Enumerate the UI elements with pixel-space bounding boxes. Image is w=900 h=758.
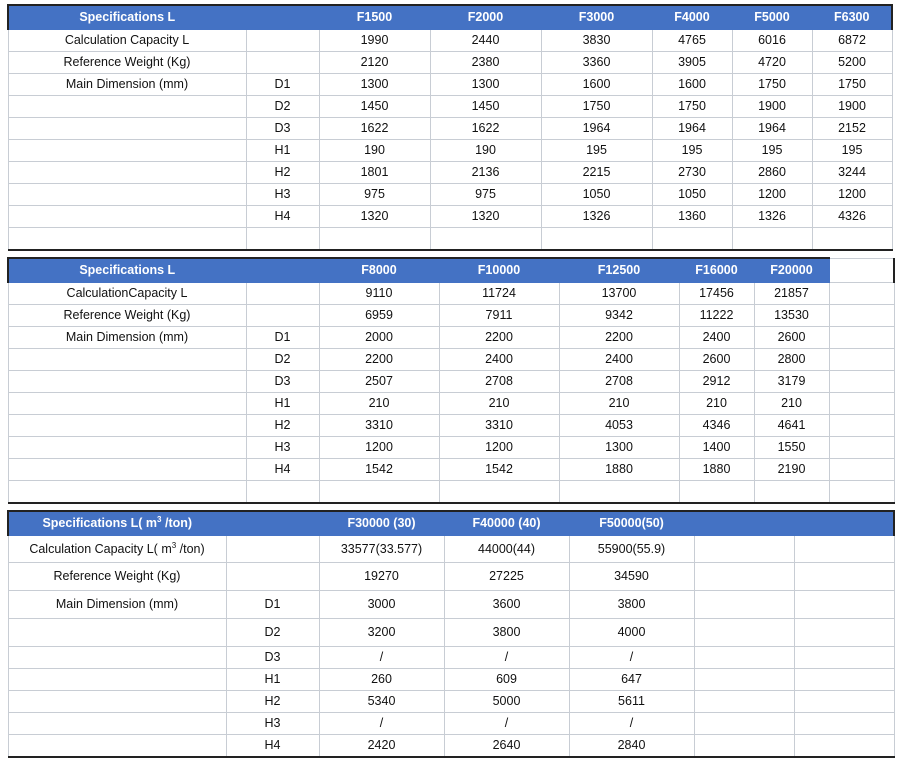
row-label bbox=[8, 162, 246, 184]
cell-value: 1880 bbox=[679, 459, 754, 481]
spacer-cell bbox=[246, 228, 319, 251]
table-2-spec-header: Specifications L bbox=[8, 258, 246, 283]
cell-value: / bbox=[569, 647, 694, 669]
spacer-cell bbox=[679, 481, 754, 504]
cell-value: 4641 bbox=[754, 415, 829, 437]
specifications-table-2 bbox=[7, 257, 895, 504]
row-dim-label: D3 bbox=[246, 118, 319, 140]
row-label bbox=[8, 619, 226, 647]
row-label: Calculation Capacity L bbox=[8, 30, 246, 52]
cell-value: 4053 bbox=[559, 415, 679, 437]
cell-value: 975 bbox=[319, 184, 430, 206]
row-dim-label bbox=[226, 536, 319, 563]
cell-value: 1050 bbox=[541, 184, 652, 206]
cell-value: 5000 bbox=[444, 691, 569, 713]
cell-value: 1550 bbox=[754, 437, 829, 459]
cell-value: 1360 bbox=[652, 206, 732, 228]
row-label bbox=[8, 669, 226, 691]
cell-empty bbox=[829, 349, 894, 371]
cell-empty bbox=[694, 536, 794, 563]
cell-empty bbox=[694, 691, 794, 713]
cell-empty bbox=[694, 669, 794, 691]
cell-value: 2912 bbox=[679, 371, 754, 393]
row-dim-label bbox=[246, 283, 319, 305]
row-label: Main Dimension (mm) bbox=[8, 74, 246, 96]
cell-empty bbox=[794, 691, 894, 713]
cell-value: 2400 bbox=[679, 327, 754, 349]
cell-value: 3830 bbox=[541, 30, 652, 52]
table-3-spec-header-sup: 3 bbox=[157, 514, 162, 524]
row-dim-label: H3 bbox=[246, 437, 319, 459]
cell-value: 210 bbox=[319, 393, 439, 415]
cell-empty bbox=[829, 283, 894, 305]
spacer-cell bbox=[559, 481, 679, 504]
row-label bbox=[8, 118, 246, 140]
cell-empty bbox=[794, 563, 894, 591]
cell-value: 1750 bbox=[732, 74, 812, 96]
table-1-model-f1500: F1500 bbox=[319, 5, 430, 30]
row-label bbox=[8, 437, 246, 459]
row-dim-label: H2 bbox=[246, 162, 319, 184]
row-dim-label: D3 bbox=[226, 647, 319, 669]
cell-value: 1200 bbox=[319, 437, 439, 459]
row-label bbox=[8, 140, 246, 162]
row-label-pre: Calculation Capacity L( m bbox=[29, 542, 172, 556]
row-dim-label: D3 bbox=[246, 371, 319, 393]
cell-value: 210 bbox=[679, 393, 754, 415]
table-3-model-f50000: F50000(50) bbox=[569, 511, 694, 536]
table-1-model-f4000: F4000 bbox=[652, 5, 732, 30]
row-dim-label bbox=[246, 52, 319, 74]
cell-empty bbox=[694, 647, 794, 669]
row-label bbox=[8, 184, 246, 206]
spacer-cell bbox=[8, 228, 246, 251]
cell-value: 3600 bbox=[444, 591, 569, 619]
spacer-cell bbox=[829, 481, 894, 504]
table-1-spacer-row bbox=[8, 228, 892, 251]
cell-value: 1450 bbox=[319, 96, 430, 118]
cell-value: 1964 bbox=[541, 118, 652, 140]
table-row bbox=[8, 283, 894, 305]
cell-value: 5611 bbox=[569, 691, 694, 713]
spacer-cell bbox=[8, 481, 246, 504]
table-row bbox=[8, 184, 892, 206]
table-row bbox=[8, 140, 892, 162]
cell-empty bbox=[694, 619, 794, 647]
table-2-header-row bbox=[8, 258, 894, 283]
table-row bbox=[8, 371, 894, 393]
cell-empty bbox=[829, 327, 894, 349]
cell-value: 210 bbox=[754, 393, 829, 415]
cell-value: 2600 bbox=[754, 327, 829, 349]
cell-value: 1542 bbox=[439, 459, 559, 481]
cell-value: 1750 bbox=[812, 74, 892, 96]
cell-value: 4000 bbox=[569, 619, 694, 647]
cell-value: / bbox=[319, 647, 444, 669]
cell-value: 609 bbox=[444, 669, 569, 691]
table-row bbox=[8, 619, 894, 647]
cell-empty bbox=[694, 713, 794, 735]
cell-value: 2730 bbox=[652, 162, 732, 184]
spacer-cell bbox=[439, 481, 559, 504]
cell-empty bbox=[794, 536, 894, 563]
cell-empty bbox=[829, 437, 894, 459]
table-row bbox=[8, 206, 892, 228]
table-3-spec-header-pre: Specifications L( m bbox=[42, 516, 158, 530]
cell-value: 2380 bbox=[430, 52, 541, 74]
table-row bbox=[8, 305, 894, 327]
row-dim-label bbox=[246, 30, 319, 52]
row-label bbox=[8, 459, 246, 481]
table-row bbox=[8, 437, 894, 459]
cell-empty bbox=[794, 713, 894, 735]
cell-value: 27225 bbox=[444, 563, 569, 591]
row-dim-label: D1 bbox=[246, 327, 319, 349]
table-1-dim-header bbox=[246, 5, 319, 30]
spacer-cell bbox=[732, 228, 812, 251]
cell-value: 4765 bbox=[652, 30, 732, 52]
cell-value: 6959 bbox=[319, 305, 439, 327]
cell-empty bbox=[794, 669, 894, 691]
table-3-empty-header-1 bbox=[694, 511, 794, 536]
cell-value: 3179 bbox=[754, 371, 829, 393]
table-3-model-f30000: F30000 (30) bbox=[319, 511, 444, 536]
cell-value: 44000(44) bbox=[444, 536, 569, 563]
cell-value: 190 bbox=[319, 140, 430, 162]
row-label: Reference Weight (Kg) bbox=[8, 563, 226, 591]
cell-value: 1622 bbox=[319, 118, 430, 140]
cell-value: 1400 bbox=[679, 437, 754, 459]
cell-value: / bbox=[319, 713, 444, 735]
table-3-dim-header bbox=[226, 511, 319, 536]
table-row bbox=[8, 162, 892, 184]
cell-value: 647 bbox=[569, 669, 694, 691]
cell-value: 2400 bbox=[559, 349, 679, 371]
cell-value: 2420 bbox=[319, 735, 444, 758]
cell-value: 21857 bbox=[754, 283, 829, 305]
cell-value: 2152 bbox=[812, 118, 892, 140]
table-2-model-f20000: F20000 bbox=[754, 258, 829, 283]
row-label bbox=[8, 536, 226, 563]
specifications-table-1 bbox=[7, 4, 893, 251]
cell-empty bbox=[829, 305, 894, 327]
cell-value: 2200 bbox=[439, 327, 559, 349]
cell-value: 260 bbox=[319, 669, 444, 691]
row-dim-label: D2 bbox=[246, 96, 319, 118]
cell-value: 1900 bbox=[812, 96, 892, 118]
cell-value: 1300 bbox=[559, 437, 679, 459]
row-dim-label: H3 bbox=[246, 184, 319, 206]
cell-value: 1200 bbox=[732, 184, 812, 206]
table-3-header-row bbox=[8, 511, 894, 536]
cell-value: 2200 bbox=[559, 327, 679, 349]
cell-value: 2600 bbox=[679, 349, 754, 371]
cell-empty bbox=[794, 619, 894, 647]
cell-value: 2190 bbox=[754, 459, 829, 481]
table-row bbox=[8, 393, 894, 415]
cell-empty bbox=[694, 735, 794, 758]
cell-empty bbox=[794, 647, 894, 669]
row-dim-label: H2 bbox=[226, 691, 319, 713]
table-row bbox=[8, 459, 894, 481]
row-label bbox=[8, 371, 246, 393]
cell-value: 2000 bbox=[319, 327, 439, 349]
cell-value: 2136 bbox=[430, 162, 541, 184]
cell-value: 6872 bbox=[812, 30, 892, 52]
cell-value: 1600 bbox=[541, 74, 652, 96]
cell-value: 195 bbox=[732, 140, 812, 162]
cell-value: 3310 bbox=[439, 415, 559, 437]
table-row bbox=[8, 591, 894, 619]
table-2-model-f16000: F16000 bbox=[679, 258, 754, 283]
table-row bbox=[8, 74, 892, 96]
row-dim-label: H1 bbox=[226, 669, 319, 691]
cell-value: 4720 bbox=[732, 52, 812, 74]
cell-value: 5200 bbox=[812, 52, 892, 74]
cell-value: 2860 bbox=[732, 162, 812, 184]
cell-value: / bbox=[569, 713, 694, 735]
cell-value: 5340 bbox=[319, 691, 444, 713]
cell-empty bbox=[829, 459, 894, 481]
row-dim-label: D1 bbox=[246, 74, 319, 96]
table-1-model-f3000: F3000 bbox=[541, 5, 652, 30]
cell-value: 195 bbox=[652, 140, 732, 162]
cell-value: 6016 bbox=[732, 30, 812, 52]
cell-value: 2400 bbox=[439, 349, 559, 371]
cell-value: 1050 bbox=[652, 184, 732, 206]
table-1-spec-header: Specifications L bbox=[8, 5, 246, 30]
cell-value: 1200 bbox=[812, 184, 892, 206]
cell-value: 9110 bbox=[319, 283, 439, 305]
cell-value: 2120 bbox=[319, 52, 430, 74]
cell-value: 210 bbox=[439, 393, 559, 415]
cell-empty bbox=[794, 735, 894, 758]
row-label: Reference Weight (Kg) bbox=[8, 305, 246, 327]
row-label bbox=[8, 206, 246, 228]
row-label: Main Dimension (mm) bbox=[8, 327, 246, 349]
cell-value: 1326 bbox=[541, 206, 652, 228]
cell-value: 1964 bbox=[652, 118, 732, 140]
cell-value: 975 bbox=[430, 184, 541, 206]
row-label bbox=[8, 713, 226, 735]
spacer-cell bbox=[652, 228, 732, 251]
table-row bbox=[8, 713, 894, 735]
cell-value: 1964 bbox=[732, 118, 812, 140]
row-dim-label: D1 bbox=[226, 591, 319, 619]
cell-value: 11724 bbox=[439, 283, 559, 305]
table-1-model-f5000: F5000 bbox=[732, 5, 812, 30]
table-1-model-f6300: F6300 bbox=[812, 5, 892, 30]
cell-value: 1900 bbox=[732, 96, 812, 118]
table-row bbox=[8, 536, 894, 563]
spacer-cell bbox=[812, 228, 892, 251]
row-label bbox=[8, 647, 226, 669]
spacer-cell bbox=[541, 228, 652, 251]
table-2-model-f10000: F10000 bbox=[439, 258, 559, 283]
cell-value: 195 bbox=[541, 140, 652, 162]
row-dim-label: H2 bbox=[246, 415, 319, 437]
cell-value: 2708 bbox=[559, 371, 679, 393]
table-row bbox=[8, 563, 894, 591]
table-3-spec-header-post: /ton) bbox=[161, 516, 193, 530]
row-label: Reference Weight (Kg) bbox=[8, 52, 246, 74]
cell-value: 2840 bbox=[569, 735, 694, 758]
cell-value: 1200 bbox=[439, 437, 559, 459]
row-label: CalculationCapacity L bbox=[8, 283, 246, 305]
spacer-cell bbox=[246, 481, 319, 504]
cell-value: 33577(33.577) bbox=[319, 536, 444, 563]
cell-value: 1300 bbox=[430, 74, 541, 96]
table-row bbox=[8, 52, 892, 74]
cell-value: / bbox=[444, 647, 569, 669]
spacer-cell bbox=[754, 481, 829, 504]
cell-empty bbox=[829, 415, 894, 437]
table-row bbox=[8, 327, 894, 349]
table-2-model-f8000: F8000 bbox=[319, 258, 439, 283]
cell-value: 2200 bbox=[319, 349, 439, 371]
row-dim-label: D2 bbox=[246, 349, 319, 371]
cell-value: 195 bbox=[812, 140, 892, 162]
cell-value: 1801 bbox=[319, 162, 430, 184]
cell-value: 2507 bbox=[319, 371, 439, 393]
cell-value: 1320 bbox=[319, 206, 430, 228]
cell-empty bbox=[794, 591, 894, 619]
row-dim-label: H4 bbox=[246, 206, 319, 228]
cell-value: 2640 bbox=[444, 735, 569, 758]
cell-empty bbox=[694, 591, 794, 619]
row-dim-label bbox=[246, 305, 319, 327]
row-label bbox=[8, 393, 246, 415]
cell-value: 1990 bbox=[319, 30, 430, 52]
cell-value: 7911 bbox=[439, 305, 559, 327]
cell-value: 11222 bbox=[679, 305, 754, 327]
spacer-cell bbox=[319, 481, 439, 504]
row-dim-label: D2 bbox=[226, 619, 319, 647]
cell-value: 3800 bbox=[444, 619, 569, 647]
cell-value: 1622 bbox=[430, 118, 541, 140]
cell-value: 1750 bbox=[652, 96, 732, 118]
table-2-empty-header bbox=[829, 258, 894, 283]
table-3-empty-header-2 bbox=[794, 511, 894, 536]
table-3-spec-header bbox=[8, 511, 226, 536]
table-1-header-row bbox=[8, 5, 892, 30]
table-row bbox=[8, 415, 894, 437]
cell-value: 4346 bbox=[679, 415, 754, 437]
row-label-post: /ton) bbox=[176, 542, 205, 556]
row-label bbox=[8, 349, 246, 371]
cell-value: 1542 bbox=[319, 459, 439, 481]
cell-value: 210 bbox=[559, 393, 679, 415]
cell-value: 2800 bbox=[754, 349, 829, 371]
table-row bbox=[8, 691, 894, 713]
row-dim-label: H1 bbox=[246, 393, 319, 415]
cell-value: 13530 bbox=[754, 305, 829, 327]
cell-value: 190 bbox=[430, 140, 541, 162]
cell-value: 3244 bbox=[812, 162, 892, 184]
cell-empty bbox=[829, 371, 894, 393]
cell-value: 17456 bbox=[679, 283, 754, 305]
cell-empty bbox=[694, 563, 794, 591]
table-2-spacer-row bbox=[8, 481, 894, 504]
cell-value: 19270 bbox=[319, 563, 444, 591]
row-dim-label: H1 bbox=[246, 140, 319, 162]
row-dim-label bbox=[226, 563, 319, 591]
cell-value: 3000 bbox=[319, 591, 444, 619]
row-label: Main Dimension (mm) bbox=[8, 591, 226, 619]
row-label bbox=[8, 96, 246, 118]
cell-value: 1880 bbox=[559, 459, 679, 481]
row-label-sup: 3 bbox=[171, 540, 177, 550]
table-3-model-f40000: F40000 (40) bbox=[444, 511, 569, 536]
table-row bbox=[8, 118, 892, 140]
cell-value: 55900(55.9) bbox=[569, 536, 694, 563]
cell-value: 3200 bbox=[319, 619, 444, 647]
cell-value: 1600 bbox=[652, 74, 732, 96]
cell-value: 3310 bbox=[319, 415, 439, 437]
table-row bbox=[8, 349, 894, 371]
cell-value: 13700 bbox=[559, 283, 679, 305]
cell-value: / bbox=[444, 713, 569, 735]
cell-empty bbox=[829, 393, 894, 415]
cell-value: 1326 bbox=[732, 206, 812, 228]
cell-value: 1320 bbox=[430, 206, 541, 228]
cell-value: 1750 bbox=[541, 96, 652, 118]
table-1-model-f2000: F2000 bbox=[430, 5, 541, 30]
specifications-table-3 bbox=[7, 510, 895, 758]
spacer-cell bbox=[319, 228, 430, 251]
cell-value: 2440 bbox=[430, 30, 541, 52]
table-row bbox=[8, 669, 894, 691]
cell-value: 1450 bbox=[430, 96, 541, 118]
cell-value: 9342 bbox=[559, 305, 679, 327]
cell-value: 2708 bbox=[439, 371, 559, 393]
cell-value: 4326 bbox=[812, 206, 892, 228]
row-label bbox=[8, 415, 246, 437]
cell-value: 3360 bbox=[541, 52, 652, 74]
row-dim-label: H4 bbox=[246, 459, 319, 481]
row-label bbox=[8, 691, 226, 713]
cell-value: 34590 bbox=[569, 563, 694, 591]
cell-value: 2215 bbox=[541, 162, 652, 184]
row-label bbox=[8, 735, 226, 758]
row-dim-label: H3 bbox=[226, 713, 319, 735]
cell-value: 3905 bbox=[652, 52, 732, 74]
table-row bbox=[8, 30, 892, 52]
table-row bbox=[8, 96, 892, 118]
cell-value: 3800 bbox=[569, 591, 694, 619]
table-2-dim-header bbox=[246, 258, 319, 283]
table-2-model-f12500: F12500 bbox=[559, 258, 679, 283]
table-row bbox=[8, 735, 894, 758]
spacer-cell bbox=[430, 228, 541, 251]
cell-value: 1300 bbox=[319, 74, 430, 96]
row-dim-label: H4 bbox=[226, 735, 319, 758]
table-row bbox=[8, 647, 894, 669]
